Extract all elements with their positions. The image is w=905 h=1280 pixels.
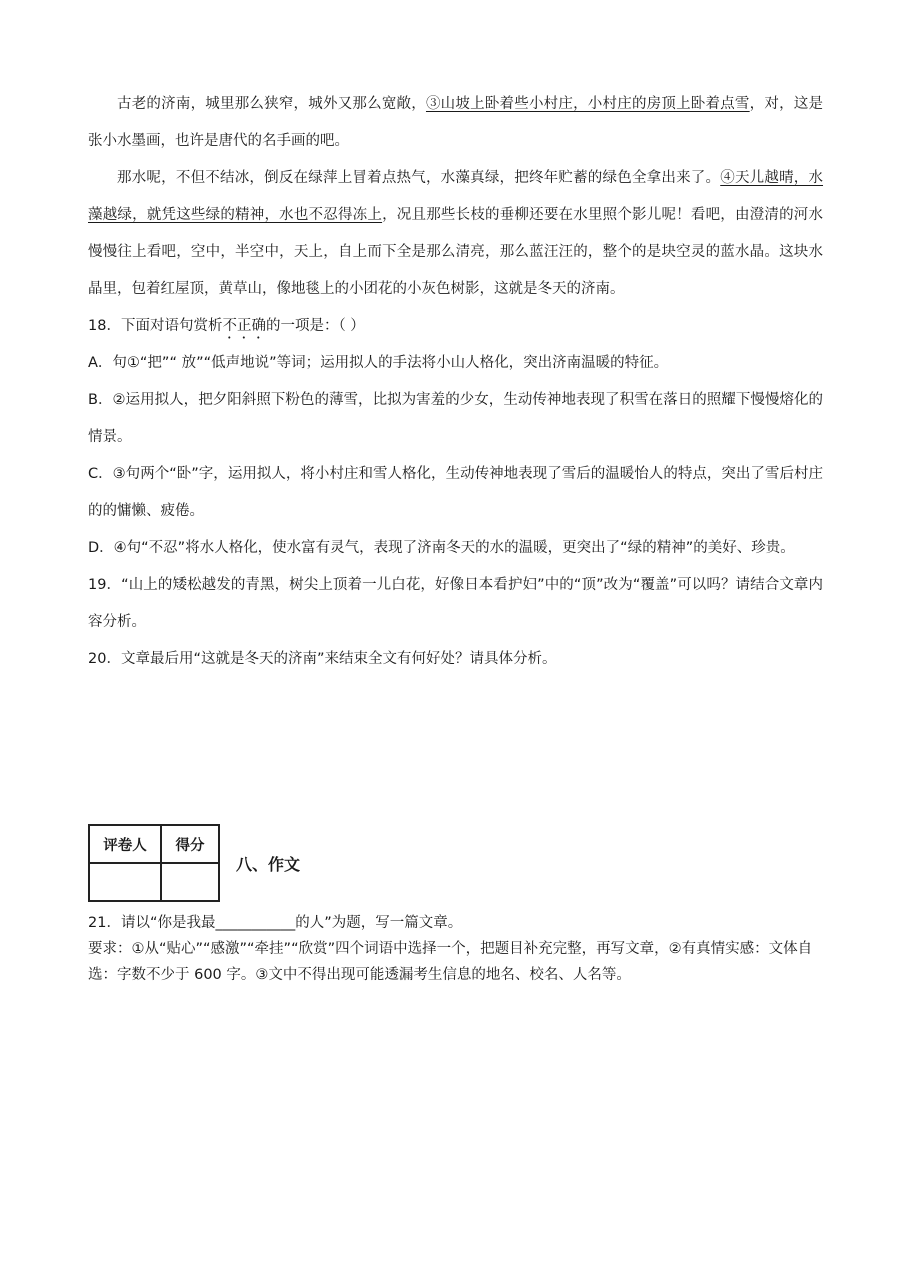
underlined-sentence-4: ④天儿越晴，水藻越绿，就凭这些绿的精神，水也不忍得冻上 [88,170,824,223]
question-18-option-c: C．③句两个“卧”字，运用拟人，将小村庄和雪人格化，生动传神地表现了雪后的温暖怡人的特点，突出了雪后村庄的的慵懒、疲倦。 [88,466,823,519]
score-header: 得分 [161,825,219,863]
question-21: 21．请以“你是我最___________的人”为题，写一篇文章。 [88,915,463,931]
question-21-requirements: 要求：①从“贴心”“感激”“牵挂”“欣赏”四个词语中选择一个，把题目补充完整，再写文章，②有真情实感：文体自选：字数不少于 600 字。③文中不得出现可能透漏考生信息的地名、校名、人名等。 [88,941,813,983]
question-20: 20．文章最后用“这就是冬天的济南”来结束全文有何好处？请具体分析。 [88,651,557,667]
reading-passage [88,86,823,678]
question-18-option-a: A．句①“把”“ 放”“低声地说”等词；运用拟人的手法将小山人格化，突出济南温暖的特征。 [88,355,669,371]
composition-question [88,910,823,988]
question-18-option-b: B．②运用拟人，把夕阳斜照下粉色的薄雪，比拟为害羞的少女，生动传神地表现了积雪在落日的照耀下慢慢熔化的情景。 [88,392,823,445]
emphasis-not-correct: 不正确 [222,318,266,334]
grader-cell [89,863,161,901]
composition-section-header [88,824,300,902]
question-18-option-d: D．④句“不忍”将水人格化，使水富有灵气，表现了济南冬天的水的温暖，更突出了“绿的精神”的美好、珍贵。 [88,540,795,556]
score-table [88,824,220,902]
score-cell [161,863,219,901]
section-title: 八、作文 [236,854,301,874]
underlined-sentence-3: ③山坡上卧着些小村庄，小村庄的房顶上卧着点雪 [425,96,750,112]
question-19: 19．“山上的矮松越发的青黑，树尖上顶着一儿白花，好像日本看护妇”中的“顶”改为“覆盖”可以吗？请结合文章内容分析。 [88,577,823,630]
passage-paragraph-1: 古老的济南，城里那么狭窄，城外又那么宽敞，③山坡上卧着些小村庄，小村庄的房顶上卧着点雪，对，这是张小水墨画，也许是唐代的名手画的吧。 [88,96,824,149]
grader-header: 评卷人 [89,825,161,863]
question-18-stem: 18．下面对语句赏析不正确的一项是：（ ） [88,318,365,334]
passage-paragraph-2: 那水呢，不但不结冰，倒反在绿萍上冒着点热气，水藻真绿，把终年贮蓄的绿色全拿出来了。④天儿越晴，水藻越绿，就凭这些绿的精神，水也不忍得冻上，况且那些长枝的垂柳还要在水里照个影儿呢！看吧，由澄清的河水慢慢往上看吧，空中，半空中，天上，自上而下全是那么清亮，那么蓝汪汪的，整个的是块空灵的蓝水晶。这块水晶里，包着红屋顶，黄草山，像地毯上的小团花的小灰色树影，这就是冬天的济南。 [88,170,824,297]
